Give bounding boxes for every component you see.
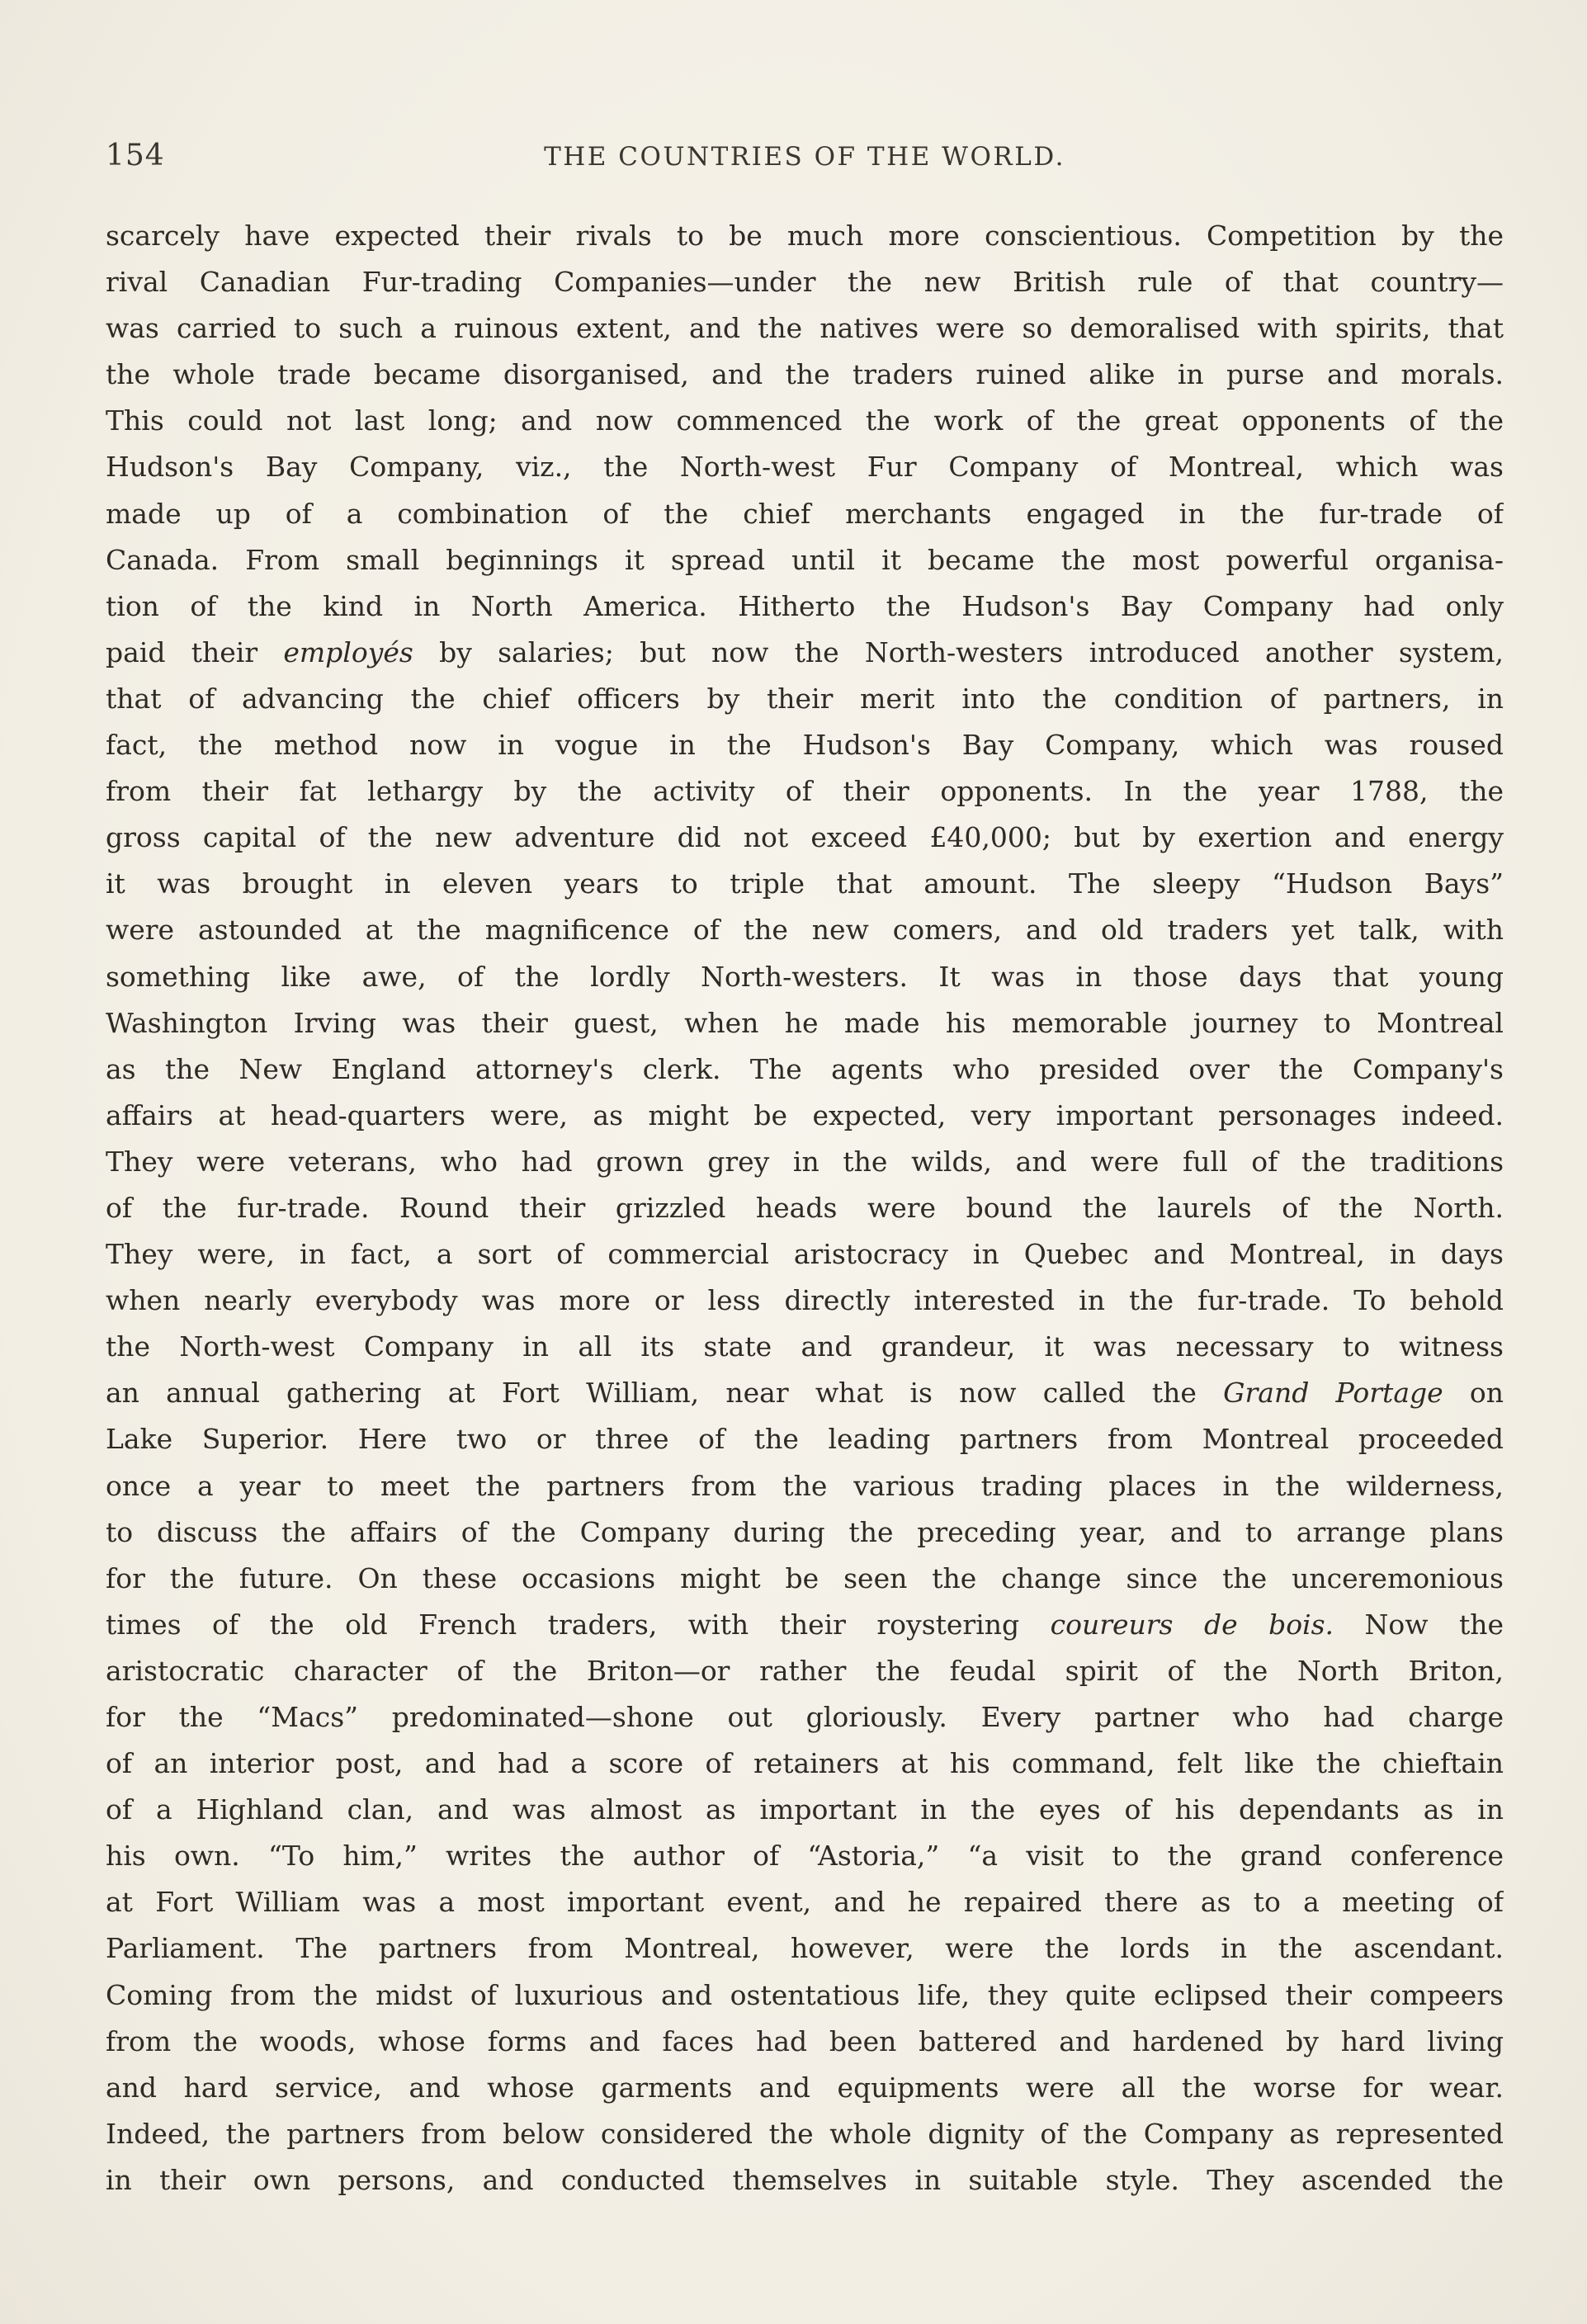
text-line: it was brought in eleven years to triple that amount. The sleepy “Hudson Bays” [106, 867, 1504, 900]
text-line: and hard service, and whose garments and equipments were all the worse for wear. [106, 2071, 1504, 2104]
running-head [106, 139, 1504, 180]
text-line: Lake Superior. Here two or three of the leading partners from Montreal proceeded [106, 1423, 1504, 1456]
text-line: for the “Macs” predominated—shone out gloriously. Every partner who had charge [106, 1701, 1504, 1733]
text-line: of an interior post, and had a score of retainers at his command, felt like the chieftain [106, 1747, 1504, 1780]
text-line: the whole trade became disorganised, and the traders ruined alike in purse and morals. [106, 358, 1504, 391]
text-line: tion of the kind in North America. Hitherto the Hudson's Bay Company had only [106, 589, 1504, 622]
text-line: once a year to meet the partners from the various trading places in the wilderness, [106, 1469, 1504, 1502]
text-line: fact, the method now in vogue in the Hudson's Bay Company, which was roused [106, 729, 1504, 762]
text-line: for the future. On these occasions might be seen the change since the unceremonious [106, 1561, 1504, 1594]
text-line: when nearly everybody was more or less directly interested in the fur-trade. To behold [106, 1284, 1504, 1317]
text-line: the North-west Company in all its state and grandeur, it was necessary to witness [106, 1330, 1504, 1363]
text-line: rival Canadian Fur-trading Companies—under the new British rule of that country— [106, 266, 1504, 299]
italic-phrase: Grand Portage [1223, 1377, 1443, 1410]
running-title: THE COUNTRIES OF THE WORLD. [544, 142, 1065, 172]
text-line: of a Highland clan, and was almost as important in the eyes of his dependants as in [106, 1793, 1504, 1826]
italic-phrase: employés [283, 635, 413, 668]
body-text [106, 213, 1504, 2204]
text-line: as the New England attorney's clerk. The agents who presided over the Company's [106, 1052, 1504, 1085]
text-line: in their own persons, and conducted themselves in suitable style. They ascended the [106, 2163, 1504, 2196]
text-line: to discuss the affairs of the Company during the preceding year, and to arrange plans [106, 1515, 1504, 1548]
text-line: They were veterans, who had grown grey in the wilds, and were full of the traditions [106, 1145, 1504, 1178]
text-line: gross capital of the new adventure did not exceed £40,000; but by exertion and energy [106, 821, 1504, 854]
text-line: were astounded at the magnificence of the new comers, and old traders yet talk, with [106, 914, 1504, 947]
text-line: affairs at head-quarters were, as might be expected, very important personages indeed. [106, 1098, 1504, 1131]
text-line: times of the old French traders, with their roystering coureurs de bois. Now the [106, 1608, 1504, 1641]
text-line: an annual gathering at Fort William, near what is now called the Grand Portage on [106, 1377, 1504, 1410]
text-line: at Fort William was a most important event, and he repaired there as to a meeting of [106, 1886, 1504, 1919]
text-line: scarcely have expected their rivals to be much more conscientious. Competition by the [106, 220, 1504, 252]
text-line: that of advancing the chief officers by their merit into the condition of partners, in [106, 682, 1504, 715]
page-number: 154 [106, 139, 165, 172]
text-line: made up of a combination of the chief merchants engaged in the fur-trade of [106, 497, 1504, 530]
text-line: paid their employés by salaries; but now the North-westers introduced another system, [106, 635, 1504, 668]
text-line: his own. “To him,” writes the author of “Astoria,” “a visit to the grand conference [106, 1840, 1504, 1873]
text-line: was carried to such a ruinous extent, and the natives were so demoralised with spirits, that [106, 312, 1504, 345]
text-line: This could not last long; and now commenced the work of the great opponents of the [106, 404, 1504, 437]
text-line: Canada. From small beginnings it spread until it became the most powerful organisa- [106, 543, 1504, 576]
text-line: Coming from the midst of luxurious and ostentatious life, they quite eclipsed their compeers [106, 1978, 1504, 2011]
text-line: something like awe, of the lordly North-westers. It was in those days that young [106, 960, 1504, 993]
text-line: They were, in fact, a sort of commercial aristocracy in Quebec and Montreal, in days [106, 1238, 1504, 1271]
text-line: from the woods, whose forms and faces had been battered and hardened by hard living [106, 2024, 1504, 2057]
text-line: Hudson's Bay Company, viz., the North-west Fur Company of Montreal, which was [106, 451, 1504, 484]
text-line: Indeed, the partners from below considered the whole dignity of the Company as represented [106, 2117, 1504, 2150]
text-line: Parliament. The partners from Montreal, however, were the lords in the ascendant. [106, 1932, 1504, 1965]
text-line: of the fur-trade. Round their grizzled heads were bound the laurels of the North. [106, 1191, 1504, 1224]
text-line: Washington Irving was their guest, when he made his memorable journey to Montreal [106, 1006, 1504, 1039]
text-line: from their fat lethargy by the activity of their opponents. In the year 1788, the [106, 775, 1504, 808]
text-line: aristocratic character of the Briton—or rather the feudal spirit of the North Briton, [106, 1654, 1504, 1687]
italic-phrase: coureurs de bois. [1050, 1608, 1334, 1641]
